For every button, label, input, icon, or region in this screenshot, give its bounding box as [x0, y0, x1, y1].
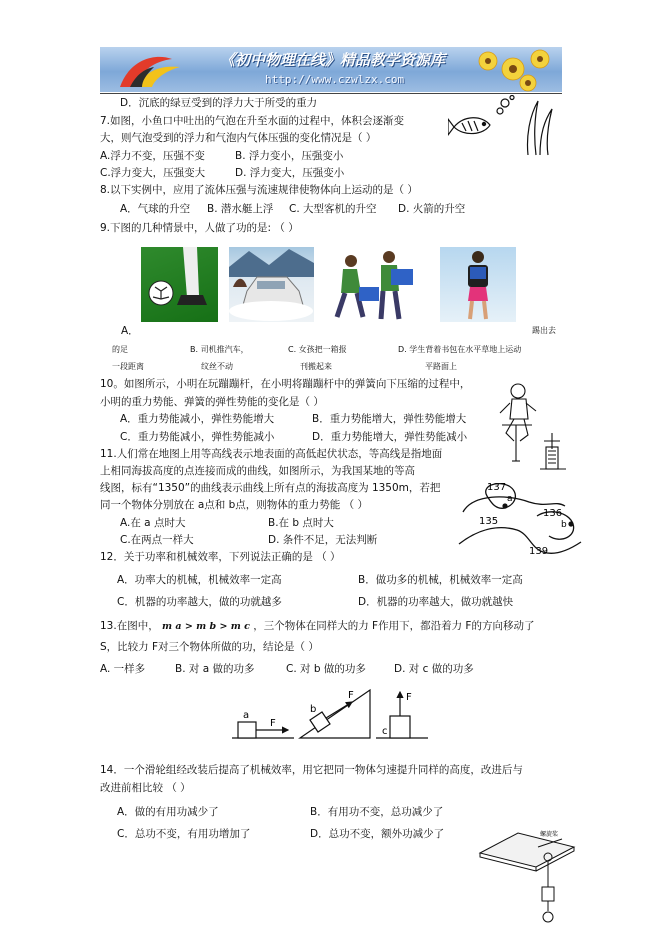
q12-stem: 12．关于功率和机械效率，下列说法正确的是 （ ）: [100, 551, 341, 563]
contour-label-135: 135: [479, 516, 499, 527]
q8-option-d: D. 火箭的升空: [398, 203, 466, 215]
pulley-figure-label: 螺旋桨: [540, 831, 559, 838]
contour-label-137: 137: [487, 482, 507, 493]
q14-option-d: D．总功不变，额外功减少了: [310, 828, 445, 840]
q14-stem-line1: 14．一个滑轮组经改装后提高了机械效率，用它把同一物体匀速提升同样的高度，改进后与: [100, 764, 523, 776]
q13-stem-line1: [100, 620, 534, 633]
q12-option-c: C．机器的功率越大，做的功就越多: [117, 596, 282, 608]
force-f-label-a: F: [270, 718, 276, 729]
q13-suffix: ，三个物体在同样大的力 F作用下，都沿着力 F的方向移动了: [253, 620, 535, 632]
header-title: 《初中物理在线》精品教学资源库: [220, 51, 446, 69]
q9-caption-b2: 纹丝不动: [201, 362, 233, 371]
three-blocks-diagram: [230, 686, 430, 744]
q10-option-a: A．重力势能减小，弹性势能增大: [120, 413, 275, 425]
q11-option-d: D. 条件不足，无法判断: [268, 534, 378, 546]
q7-option-a: A.浮力不变，压强不变: [100, 150, 205, 162]
block-a-label: a: [243, 710, 250, 721]
q9-caption-c: C. 女孩把一箱报: [288, 345, 347, 354]
header-url: http://www.czwlzx.com: [265, 73, 405, 86]
q14-option-c: C．总功不变，有用功增加了: [117, 828, 251, 840]
q9-caption-a2: 一段距离: [112, 362, 144, 371]
contour-label-136: 136: [543, 508, 563, 519]
q11-option-a: A.在 a 点时大: [120, 517, 186, 529]
q13-prefix: 13.在图中，: [100, 620, 159, 632]
q8-option-a: A．气球的升空: [120, 203, 191, 215]
point-a-marker: [502, 503, 507, 508]
fish-bubbles-illustration: [448, 95, 560, 157]
contour-map: [457, 472, 582, 562]
q9-caption-d2: 平路面上: [425, 362, 457, 371]
header-banner: [100, 47, 562, 92]
force-f-label-b: F: [348, 690, 354, 701]
q11-stem-line4: 同一个物体分别放在 a点和 b点，则物体的重力势能 （ ）: [100, 499, 368, 511]
q7-stem-line2: 大，则气泡受到的浮力和气泡内气体压强的变化情况是（ ）: [100, 132, 377, 144]
q10-stem-line1: 10。如图所示，小明在玩蹦蹦杆，在小明将蹦蹦杆中的弹簧向下压缩的过程中，: [100, 378, 471, 390]
q13-option-b: B. 对 a 做的功多: [175, 663, 255, 675]
q7-option-c: C.浮力变大，压强变大: [100, 167, 206, 179]
q11-option-b: B.在 b 点时大: [268, 517, 334, 529]
q13-option-c: C. 对 b 做的功多: [286, 663, 366, 675]
lift-box-image: [323, 247, 421, 322]
q11-stem-line3: 线图，标有“1350”的曲线表示曲线上所有点的海拔高度为 1350m，若把: [100, 482, 441, 494]
q11-stem-line1: 11.人们常在地图上用等高线表示地表面的高低起伏状态，等高线是指地面: [100, 448, 443, 460]
q9-caption-c2: 刊搬起来: [300, 362, 332, 371]
header-rule: [100, 93, 562, 94]
contour-label-139: 139: [529, 546, 549, 557]
q9-caption-a: 的足: [112, 345, 128, 354]
push-car-image: [229, 247, 314, 322]
q8-option-c: C. 大型客机的升空: [289, 203, 377, 215]
q13-option-d: D. 对 c 做的功多: [394, 663, 474, 675]
q14-option-b: B．有用功不变，总功减少了: [310, 806, 444, 818]
q10-option-d: D．重力势能增大，弹性势能减小: [312, 431, 468, 443]
q12-option-d: D．机器的功率越大，做功就越快: [358, 596, 514, 608]
q13-formula: m a > m b > m c: [162, 621, 250, 632]
pulley-apparatus-illustration: [478, 827, 576, 927]
photo-lift-box: [323, 247, 421, 322]
q13-stem-line2: S，比较力 F对三个物体所做的功，结论是（ ）: [100, 641, 319, 653]
pogo-stick-illustration: [496, 381, 576, 475]
q9-right-tail: 踢出去: [532, 326, 556, 335]
q11-stem-line2: 上相同海拔高度的点连接而成的曲线，如图所示，为我国某地的等高: [100, 465, 415, 477]
photo-push-car: [229, 247, 314, 322]
photo-kick-ball: [141, 247, 218, 322]
q10-stem-line2: 小明的重力势能、弹簧的弹性势能的变化是（ ）: [100, 396, 324, 408]
logo-swirl-icon: [110, 49, 190, 90]
q10-option-b: B．重力势能增大，弹性势能增大: [312, 413, 467, 425]
flower-decoration-icon: [468, 47, 558, 92]
q9-caption-d: D. 学生背着书包在水平草地上运动: [398, 345, 522, 354]
photo-walk-backpack: [440, 247, 516, 322]
point-b-label: b: [561, 520, 567, 530]
q9-stem: 9.下图的几种情景中，人做了功的是: （ ）: [100, 222, 299, 234]
q7-stem-line1: 7.如图，小鱼口中吐出的气泡在升至水面的过程中，体积会逐渐变: [100, 115, 405, 127]
q9-caption-b: B. 司机推汽车，: [190, 345, 249, 354]
q12-option-a: A．功率大的机械，机械效率一定高: [117, 574, 282, 586]
q13-option-a: A. 一样多: [100, 663, 146, 675]
q14-option-a: A．做的有用功减少了: [117, 806, 219, 818]
kick-ball-image: [141, 247, 218, 322]
force-f-label-c: F: [406, 692, 412, 703]
block-c-label: c: [382, 726, 388, 737]
q10-option-c: C．重力势能减小，弹性势能减小: [120, 431, 275, 443]
q7-option-b: B. 浮力变小，压强变小: [235, 150, 344, 162]
point-a-label: a: [507, 494, 513, 504]
q11-option-c: C.在两点一样大: [120, 534, 194, 546]
q9-option-a-mark: A．: [121, 325, 139, 337]
q6-option-d: D．沉底的绿豆受到的浮力大于所受的重力: [120, 97, 318, 109]
q8-stem: 8.以下实例中，应用了流体压强与流速规律使物体向上运动的是（ ）: [100, 184, 418, 196]
block-b-label: b: [310, 704, 317, 715]
point-b-marker: [568, 521, 573, 526]
walk-backpack-image: [440, 247, 516, 322]
q7-option-d: D. 浮力变大，压强变小: [235, 167, 345, 179]
q8-option-b: B. 潜水艇上浮: [207, 203, 274, 215]
q12-option-b: B．做功多的机械，机械效率一定高: [358, 574, 523, 586]
q14-stem-line2: 改进前相比较 （ ）: [100, 782, 191, 794]
